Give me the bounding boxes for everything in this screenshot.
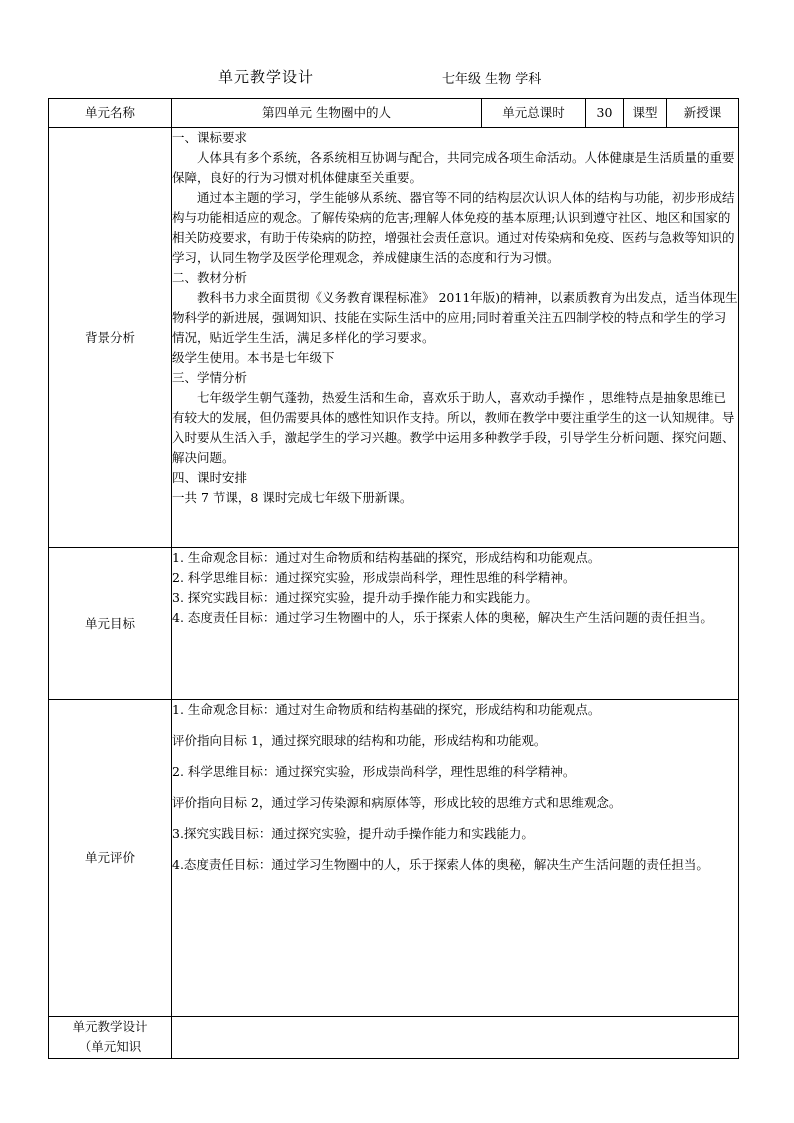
- schedule-paragraph: 一共 7 节课，8 课时完成七年级下册新课。: [172, 490, 413, 505]
- background-row: [49, 128, 739, 548]
- document-subtitle: 七年级 生物 学科: [442, 72, 542, 87]
- evaluation-item: 评价指向目标 1，通过探究眼球的结构和功能，形成结构和功能观。: [172, 733, 547, 748]
- evaluation-label: 单元评价: [49, 700, 172, 1017]
- goal-item: 1. 生命观念目标：通过对生命物质和结构基础的探究，形成结构和功能观点。: [172, 550, 601, 565]
- design-row: [49, 1017, 739, 1059]
- evaluation-item: 2. 科学思维目标：通过探究实验，形成崇尚科学，理性思维的科学精神。: [172, 764, 576, 779]
- header-row: [49, 99, 739, 128]
- lesson-type-value: 新授课: [667, 99, 739, 128]
- design-label-line-2: （单元知识: [78, 1039, 142, 1054]
- textbook-paragraph-1: 教科书力求全面贯彻《义务教育课程标准》 2011年版)的精神，以素质教育为出发点，适当体现生物科学的新进展，强调知识、技能在实际生活中的应用;同时着重关注五四制学校的特点和学生的学习情况，贴近学生生活，满足多样化的学习要求。: [172, 290, 738, 345]
- goals-content: [172, 548, 739, 700]
- evaluation-content: [172, 700, 739, 1017]
- unit-name-value: 第四单元 生物圈中的人: [172, 99, 482, 128]
- design-label-line-1: 单元教学设计: [72, 1019, 148, 1034]
- standards-paragraph-2: 通过本主题的学习，学生能够从系统、器官等不同的结构层次认识人体的结构与功能，初步形成结构与功能相适应的观念。了解传染病的危害;理解人体免疫的基本原理;认识到遵守社区、地区和国家的相关防疫要求，有助于传染病的防控，增强社会责任意识。通过对传染病和免疫、医药与急救等知识的学习，认同生物学及医学伦理观念，养成健康生活的态度和行为习惯。: [172, 190, 735, 265]
- students-paragraph: 七年级学生朝气蓬勃，热爱生活和生命，喜欢乐于助人，喜欢动手操作 ，思维特点是抽象思维已有较大的发展，但仍需要具体的感性知识作支持。所以，教师在教学中要注重学生的这一认知规律。导入时要从生活入手，激起学生的学习兴趣。教学中运用多种教学手段，引导学生分析问题、探究问题、解决问题。: [172, 390, 735, 465]
- standards-paragraph-1: 人体具有多个系统，各系统相互协调与配合，共同完成各项生命活动。人体健康是生活质量的重要保障，良好的行为习惯对机体健康至关重要。: [172, 150, 735, 185]
- schedule-heading: 四、课时安排: [172, 470, 248, 485]
- evaluation-item: 评价指向目标 2，通过学习传染源和病原体等，形成比较的思维方式和思维观念。: [172, 795, 622, 810]
- unit-design-table: [48, 98, 739, 1059]
- goal-item: 4. 态度责任目标：通过学习生物圈中的人，乐于探索人体的奥秘，解决生产生活问题的责任担当。: [172, 610, 713, 625]
- standards-heading: 一、课标要求: [172, 130, 248, 145]
- document-header: [0, 66, 794, 90]
- design-content: [172, 1017, 739, 1059]
- goal-item: 2. 科学思维目标：通过探究实验，形成崇尚科学，理性思维的科学精神。: [172, 570, 576, 585]
- lesson-type-label: 课型: [624, 99, 667, 128]
- background-label: 背景分析: [49, 128, 172, 548]
- background-content: [172, 128, 739, 548]
- students-heading: 三、学情分析: [172, 370, 248, 385]
- total-hours-label: 单元总课时: [482, 99, 586, 128]
- evaluation-row: [49, 700, 739, 1017]
- goals-label: 单元目标: [49, 548, 172, 700]
- evaluation-item: 4.态度责任目标：通过学习生物圈中的人，乐于探索人体的奥秘，解决生产生活问题的责任担当。: [172, 857, 709, 872]
- evaluation-item: 3.探究实践目标：通过探究实验，提升动手操作能力和实践能力。: [172, 826, 534, 841]
- document-title: 单元教学设计: [218, 68, 315, 86]
- textbook-heading: 二、教材分析: [172, 270, 248, 285]
- design-label: [49, 1017, 172, 1059]
- goal-item: 3. 探究实践目标：通过探究实验，提升动手操作能力和实践能力。: [172, 590, 538, 605]
- goals-row: [49, 548, 739, 700]
- unit-name-label: 单元名称: [49, 99, 172, 128]
- evaluation-item: 1. 生命观念目标：通过对生命物质和结构基础的探究，形成结构和功能观点。: [172, 702, 601, 717]
- textbook-paragraph-2: 级学生使用。本书是七年级下: [172, 350, 335, 365]
- total-hours-value: 30: [586, 99, 624, 128]
